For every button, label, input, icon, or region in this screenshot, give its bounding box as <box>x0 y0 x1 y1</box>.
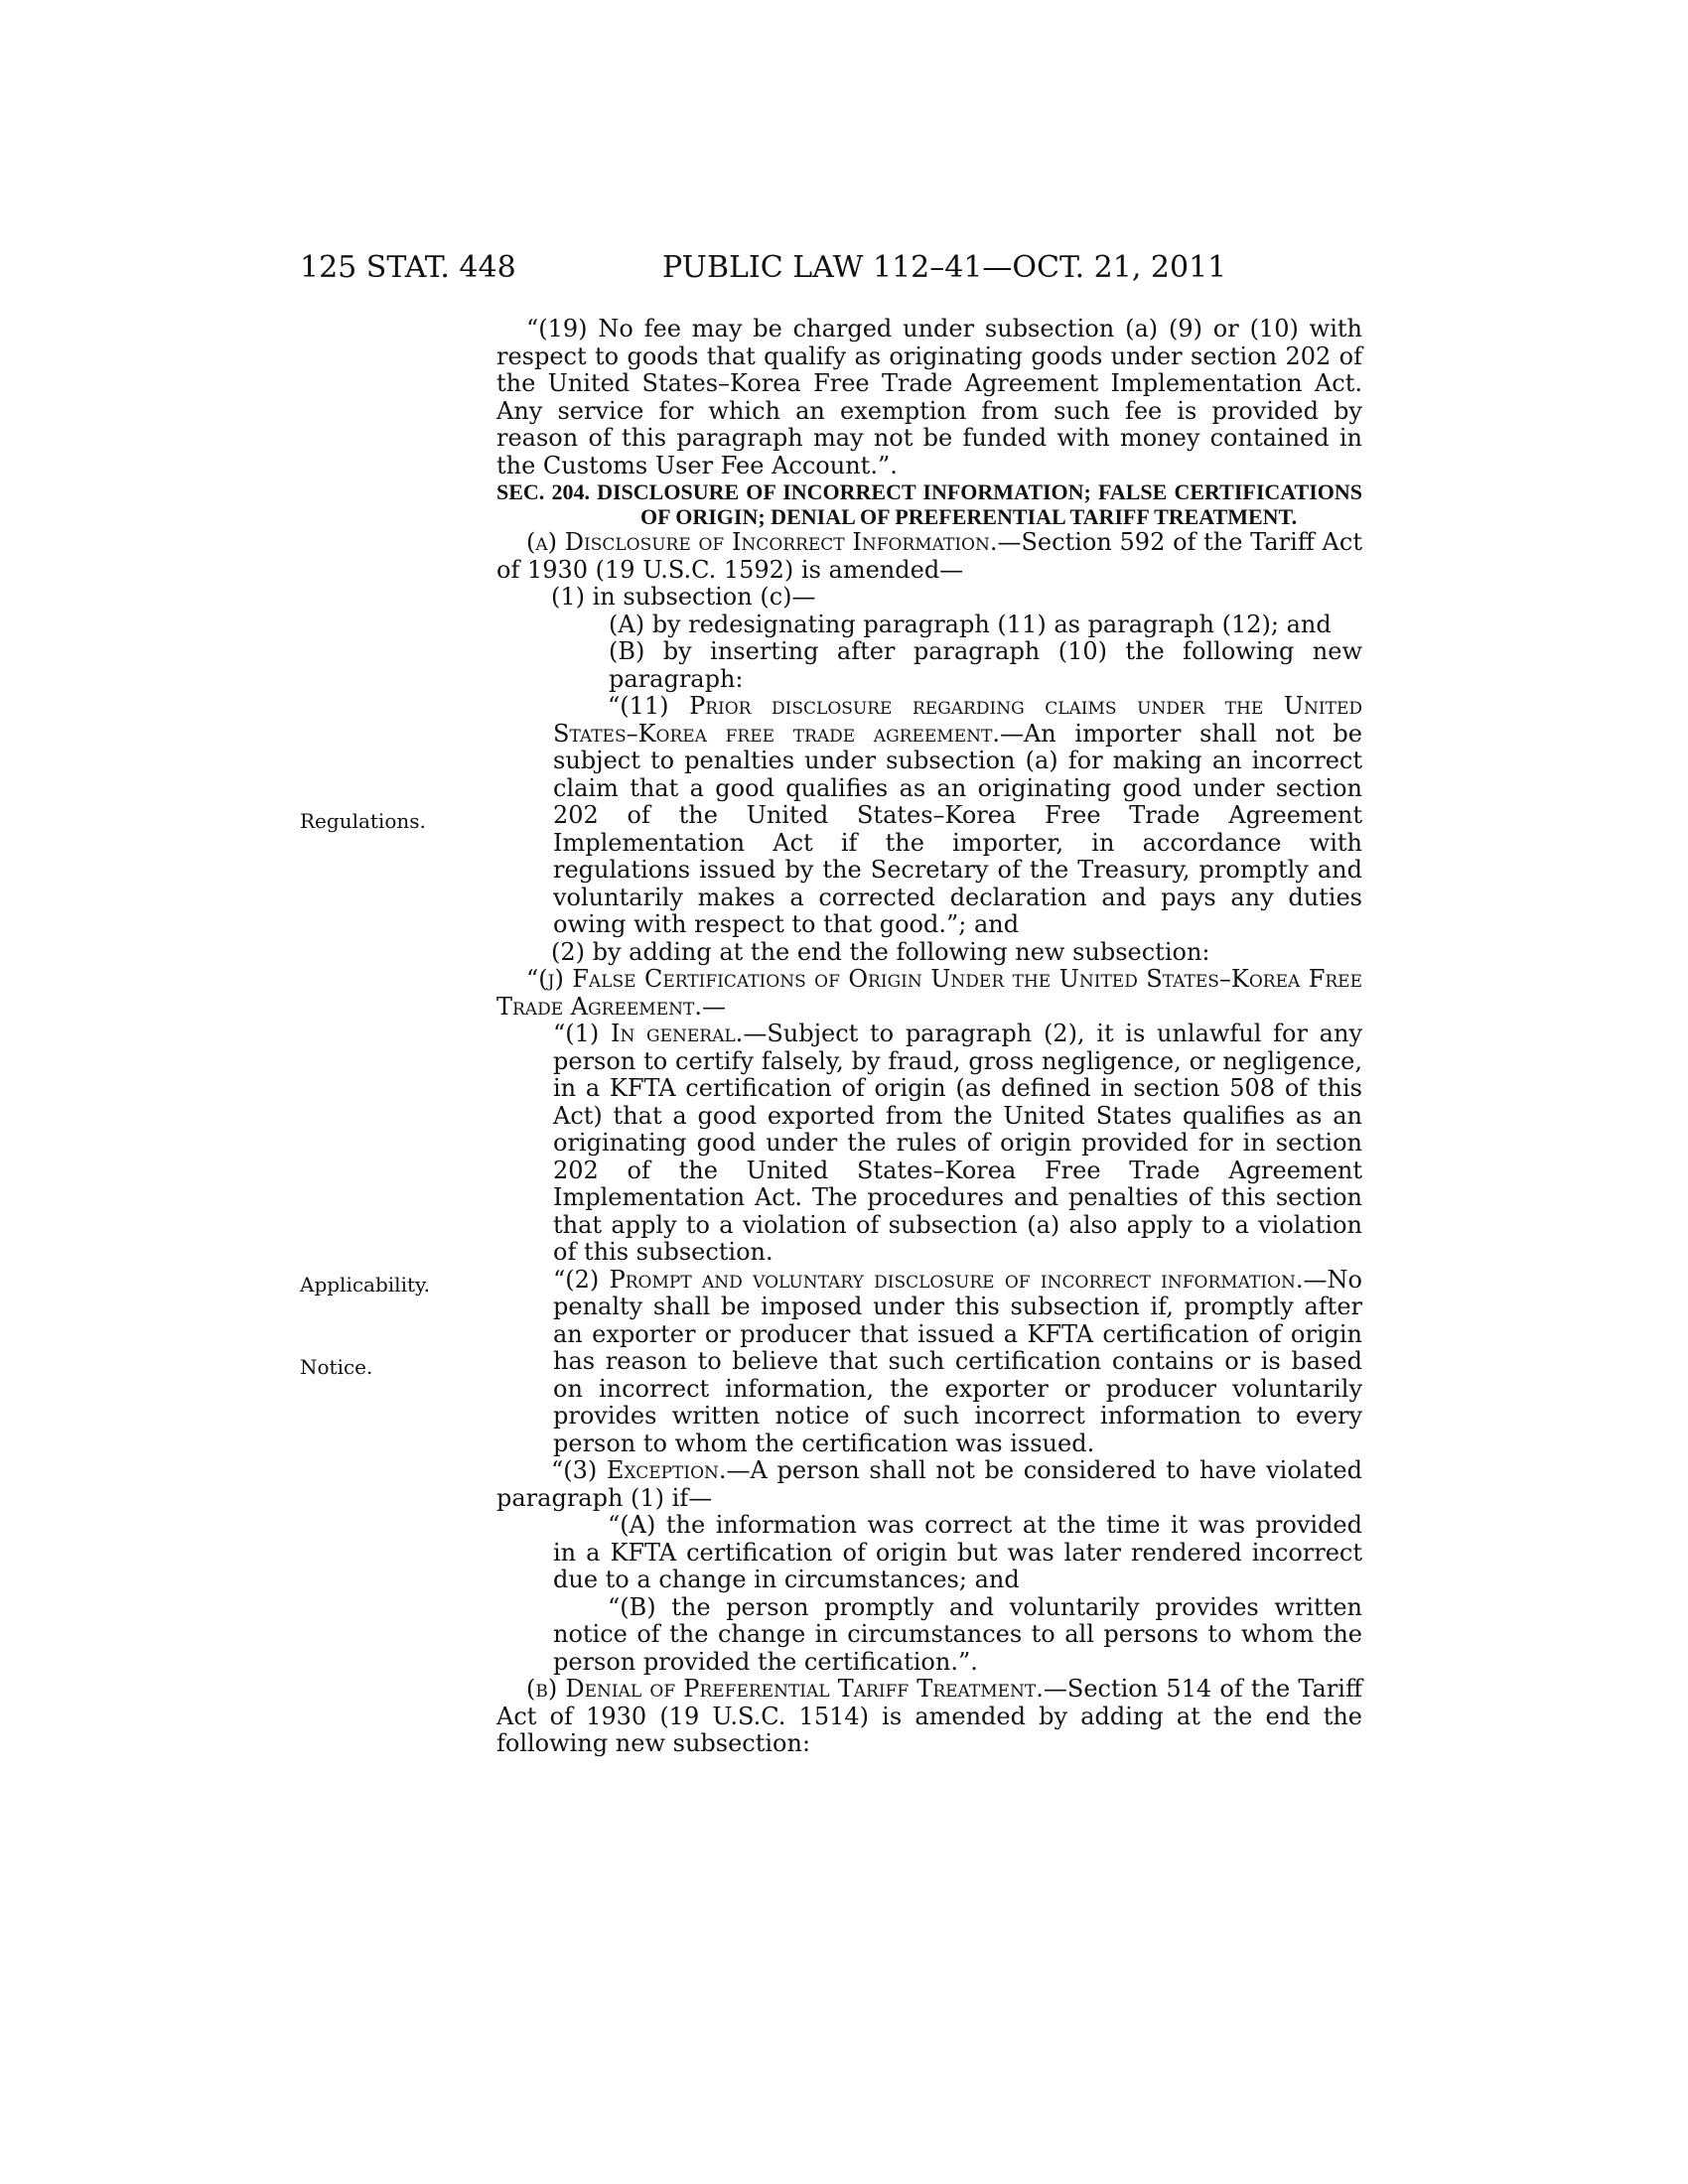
subsection-b-text: —Section 514 of the Tariff Act of 1930 (19 U.S.C. 1514) is amended by adding at the end the following new subsection: <box>496 1675 1362 1757</box>
paragraph-j3-text: —A person shall not be considered to have violated paragraph (1) if— <box>496 1456 1362 1512</box>
subsection-j-text: — <box>701 992 726 1021</box>
subsection-j <box>496 966 1362 1021</box>
paragraph-j2-text: —No penalty shall be imposed under this subsection if, promptly after an exporter or producer that issued a KFTA certification of origin has reason to believe that such certification contains or is based on incorrect information, the exporter or producer voluntarily provides written notice of such incorrect information to every person to whom the certification was issued. <box>553 1265 1362 1457</box>
document-body <box>496 316 1362 1758</box>
paragraph-11 <box>496 693 1362 939</box>
clause-j3A: “(A) the information was correct at the time it was provided in a KFTA certification of origin but was later rendered incorrect due to a change in circumstances; and <box>553 1511 1362 1593</box>
clause-j3B: “(B) the person promptly and voluntarily provides written notice of the change in circumstances to all persons to whom the person provided the certification.”. <box>553 1592 1362 1676</box>
clause-aA: (A) by redesignating paragraph (11) as paragraph (12); and <box>609 610 1332 638</box>
subsection-b <box>496 1676 1362 1758</box>
paragraph-19: “(19) No fee may be charged under subsection (a) (9) or (10) with respect to goods that qualify as originating goods under section 202 of the United States–Korea Free Trade Agreement Implementation Act. Any service for which an exemption from such fee is provided by reason of this paragraph may not be funded with money contained in the Customs User Fee Account.”. <box>496 315 1362 479</box>
subsection-a-text: —Section 592 of the Tariff Act of 1930 (19 U.S.C. 1592) is amended— <box>496 528 1362 584</box>
margin-note-applicability: Applicability. <box>300 1273 430 1297</box>
paragraph-j3-title: “(3) Exception. <box>551 1456 727 1484</box>
subsection-a-title: (a) Disclosure of Incorrect Information. <box>526 528 998 556</box>
subsection-j-title: “(j) False Certifications of Origin Under the United States–Korea Free Trade Agreement. <box>496 965 1362 1021</box>
section-heading: SEC. 204. DISCLOSURE OF INCORRECT INFORMATION; FALSE CERTIFICATIONS OF ORIGIN; DENIAL OF PREFERENTIAL TARIFF TREATMENT. <box>496 479 1362 529</box>
stat-reference: 125 STAT. 448 <box>300 250 516 285</box>
paragraph-11-text: —An importer shall not be subject to penalties under subsection (a) for making an incorrect claim that a good qualifies as an originating good under section 202 of the United States–Korea Free Trade Agreement Implementation Act if the importer, in accordance with regulations issued by the Secretary of the Treasury, promptly and voluntarily makes a corrected declaration and pays any duties owing with respect to that good.”; and <box>553 719 1362 938</box>
margin-note-notice: Notice. <box>300 1355 373 1379</box>
paragraph-j3 <box>496 1457 1362 1512</box>
public-law-title: PUBLIC LAW 112–41—OCT. 21, 2011 <box>662 250 1227 285</box>
margin-note-regulations: Regulations. <box>300 809 426 833</box>
clause-a1: (1) in subsection (c)— <box>551 583 816 611</box>
paragraph-j1 <box>496 1021 1362 1267</box>
clause-a2: (2) by adding at the end the following new subsection: <box>551 937 1210 966</box>
paragraph-j2-title: “(2) Prompt and voluntary disclosure of incorrect information. <box>553 1265 1304 1294</box>
paragraph-j1-text: —Subject to paragraph (2), it is unlawful for any person to certify falsely, by fraud, gross negligence, or negligence, in a KFTA certification of origin (as defined in section 508 of this Act) that a good exported from the United States qualifies as an originating good under the rules of origin provided for in section 202 of the United States–Korea Free Trade Agreement Implementation Act. The procedures and penalties of this section that apply to a violation of subsection (a) also apply to a violation of this subsection. <box>553 1020 1362 1266</box>
subsection-b-title: (b) Denial of Preferential Tariff Treatment. <box>526 1675 1044 1703</box>
subsection-a <box>496 529 1362 584</box>
paragraph-j1-title: “(1) In general. <box>553 1020 744 1047</box>
page-header <box>300 248 1372 288</box>
paragraph-j2 <box>496 1267 1362 1458</box>
paragraph-11-title: “(11) Prior disclosure regarding claims under the United States–Korea free trade agreement. <box>553 692 1362 748</box>
clause-aB: (B) by inserting after paragraph (10) the following new paragraph: <box>609 637 1362 693</box>
